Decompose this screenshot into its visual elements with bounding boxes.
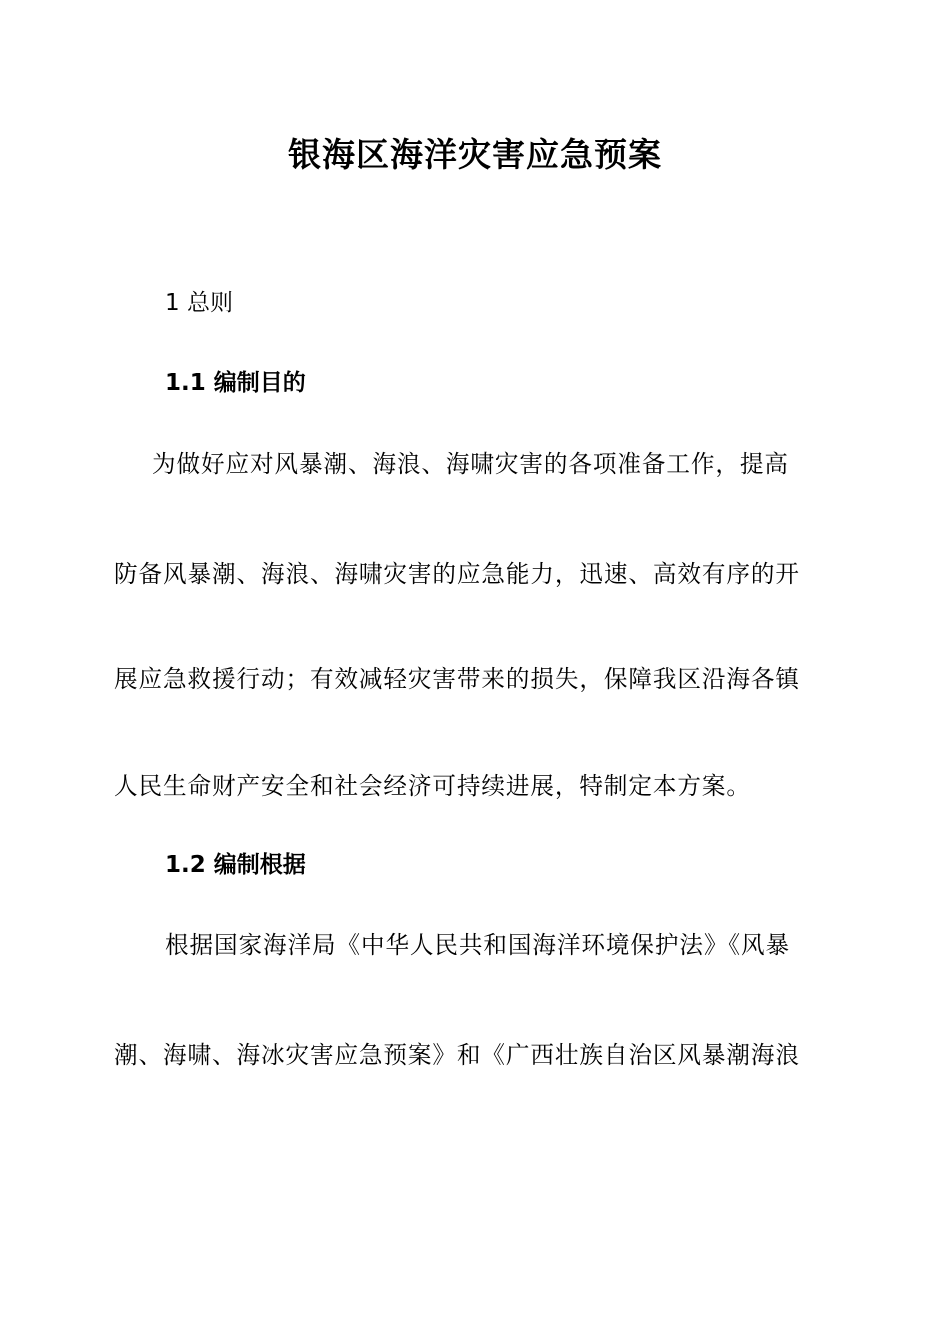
paragraph-line: 人民生命财产安全和社会经济可持续进展，特制定本方案。 bbox=[114, 772, 751, 800]
paragraph-line: 展应急救援行动；有效减轻灾害带来的损失，保障我区沿海各镇 bbox=[114, 665, 800, 693]
subsection-heading-purpose: 1.1 编制目的 bbox=[165, 370, 306, 396]
section-heading-general: 1 总则 bbox=[165, 290, 233, 316]
subsection-heading-basis: 1.2 编制根据 bbox=[165, 852, 306, 878]
document-title: 银海区海洋灾害应急预案 bbox=[288, 135, 662, 174]
paragraph-line: 潮、海啸、海冰灾害应急预案》和《广西壮族自治区风暴潮海浪 bbox=[114, 1041, 800, 1069]
paragraph-line: 根据国家海洋局《中华人民共和国海洋环境保护法》《风暴 bbox=[165, 931, 791, 959]
paragraph-line: 防备风暴潮、海浪、海啸灾害的应急能力，迅速、高效有序的开 bbox=[114, 560, 800, 588]
paragraph-line: 为做好应对风暴潮、海浪、海啸灾害的各项准备工作，提高 bbox=[152, 450, 789, 478]
